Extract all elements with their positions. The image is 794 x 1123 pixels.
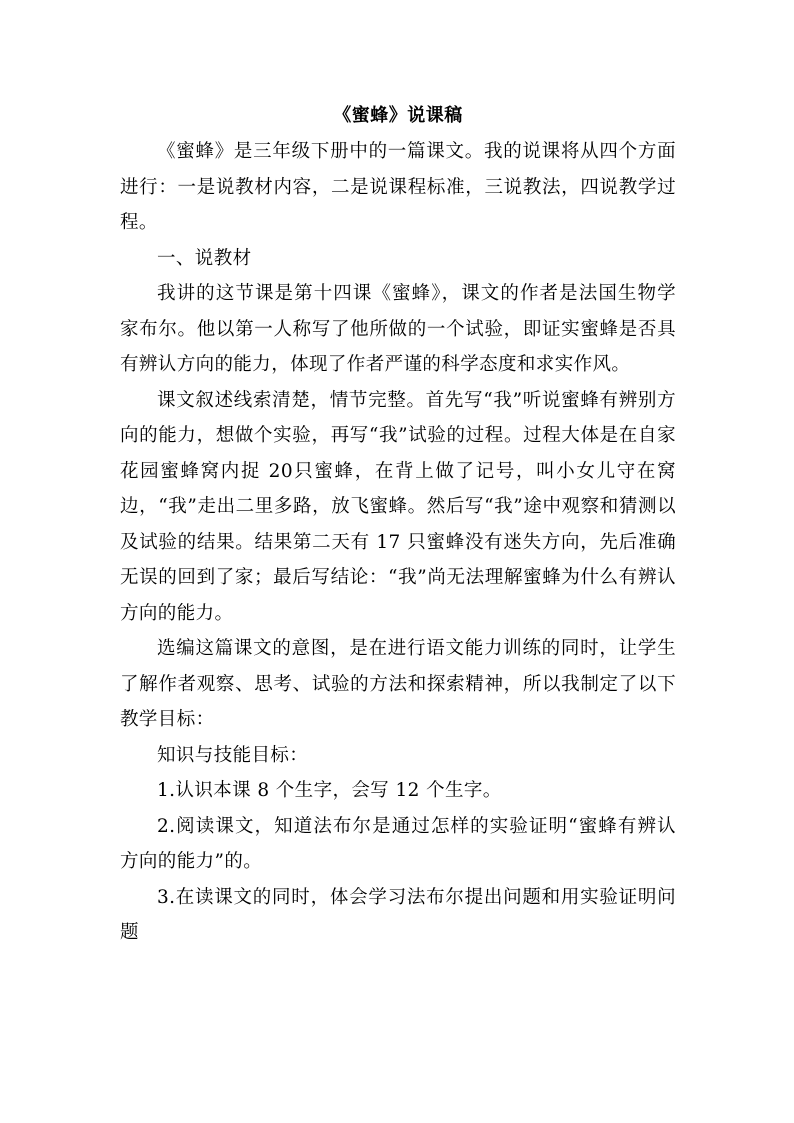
goal-item-2: 2.阅读课文，知道法布尔是通过怎样的实验证明“蜜蜂有辨认方向的能力”的。 bbox=[120, 815, 676, 872]
section-heading-textbook: 一、说教材 bbox=[157, 247, 252, 269]
narrative-paragraph: 课文叙述线索清楚，情节完整。首先写“我”听说蜜蜂有辨别方向的能力，想做个实验，再写“我”试验的过程。过程大体是在自家花园蜜蜂窝内捉 20只蜜蜂，在背上做了记号，叫小女儿守在窝边，“我”走出二里多路，放飞蜜蜂。然后写“我”途中观察和猜测以及试验的结果。结果第二天有 17 只蜜蜂没有迷失方向，先后准确无误的回到了家；最后写结论：“我”尚无法理解蜜蜂为什么有辨认方向的能力。 bbox=[120, 389, 676, 624]
intro-paragraph: 《蜜蜂》是三年级下册中的一篇课文。我的说课将从四个方面进行：一是说教材内容，二是说课程标准，三说教法，四说教学过程。 bbox=[120, 141, 676, 233]
textbook-paragraph: 我讲的这节课是第十四课《蜜蜂》，课文的作者是法国生物学家布尔。他以第一人称写了他所做的一个试验，即证实蜜蜂是否具有辨认方向的能力，体现了作者严谨的科学态度和求实作风。 bbox=[120, 283, 676, 375]
intent-paragraph: 选编这篇课文的意图，是在进行语文能力训练的同时，让学生了解作者观察、思考、试验的方法和探索精神，所以我制定了以下教学目标： bbox=[120, 638, 676, 730]
goal-item-3: 3.在读课文的同时，体会学习法布尔提出问题和用实验证明问题 bbox=[120, 886, 676, 943]
knowledge-goals-heading: 知识与技能目标： bbox=[157, 744, 309, 766]
goal-item-1: 1.认识本课 8 个生字，会写 12 个生字。 bbox=[157, 780, 502, 801]
document-body bbox=[120, 98, 676, 951]
document-title: 《蜜蜂》说课稿 bbox=[333, 105, 463, 126]
